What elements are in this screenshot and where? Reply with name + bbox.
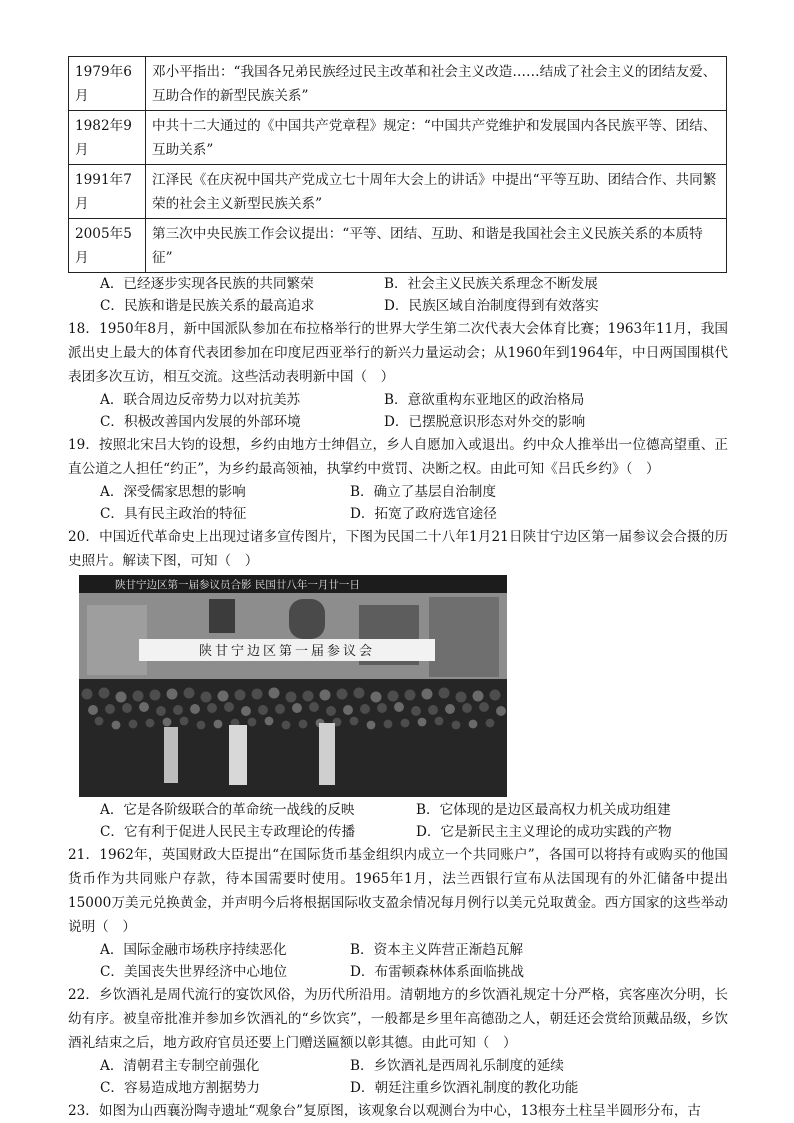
q19-option-c[interactable]: C．具有民主政治的特征 xyxy=(100,506,247,522)
crowd-head xyxy=(248,718,257,727)
q19-option-b[interactable]: B．确立了基层自治制度 xyxy=(350,484,496,500)
cave-window xyxy=(289,599,325,639)
q18-option-d[interactable]: D．已摆脱意识形态对外交的影响 xyxy=(384,414,586,430)
q17-option-b[interactable]: B．社会主义民族关系理念不断发展 xyxy=(384,276,598,292)
q18-option-c[interactable]: C．积极改善国内发展的外部环境 xyxy=(100,414,301,430)
crowd-head xyxy=(445,704,455,714)
q22-option-d[interactable]: D．朝廷注重乡饮酒礼制度的教化功能 xyxy=(350,1080,579,1096)
crowd-head xyxy=(224,702,234,712)
crowd-head xyxy=(116,692,127,703)
crowd-head xyxy=(360,704,370,714)
crowd-head xyxy=(88,705,98,715)
q18-option-a[interactable]: A．联合周边反帝势力以对抗美苏 xyxy=(100,392,301,408)
q21-option-c[interactable]: C．美国丧失世界经济中心地位 xyxy=(100,964,288,980)
crowd-head xyxy=(99,688,110,699)
q22-stem: 22．乡饮酒礼是周代流行的宴饮风俗，为历代所沿用。清朝地方的乡饮酒礼规定十分严格，宾客座次分明，长幼有序。被皇帝批准并参加乡饮酒礼的“乡饮宾”，一般都是乡里年高德劭之人，朝廷还会赏给顶戴品级，乡饮酒礼结束之后，地方政府官员还要上门赠送匾额以彰其德。由此可知（ ） xyxy=(68,987,728,1051)
crowd-head xyxy=(218,691,229,702)
q20-option-c[interactable]: C．它有利于促进人民民主专政理论的传播 xyxy=(100,824,356,840)
crowd-head xyxy=(456,692,467,703)
crowd-head xyxy=(150,690,161,701)
table-row xyxy=(69,111,727,165)
crowd-head xyxy=(265,717,274,726)
photo-caption: 陕甘宁边区第一届参议员合影 民国廿八年一月廿一日 xyxy=(115,579,360,591)
q22-option-a[interactable]: A．清朝君主专制空前强化 xyxy=(100,1058,260,1074)
q20-options-row xyxy=(68,799,728,821)
table-text: 江泽民《在庆祝中国共产党成立七十周年大会上的讲话》中提出“平等互助、团结合作、共同繁荣的社会主义新型民族关系” xyxy=(146,165,727,219)
q18-options-row xyxy=(68,389,728,411)
q22-options-row xyxy=(68,1055,728,1077)
crowd-head xyxy=(354,688,365,699)
crowd-head xyxy=(320,690,331,701)
crowd-head xyxy=(435,717,444,726)
q21-option-a[interactable]: A．国际金融市场秩序持续恶化 xyxy=(100,942,287,958)
crowd-head xyxy=(269,688,280,699)
table-row xyxy=(69,57,727,111)
q21-option-d[interactable]: D．布雷顿森林体系面临挑战 xyxy=(350,964,525,980)
crowd-head xyxy=(201,692,212,703)
crowd-head xyxy=(418,718,427,727)
table-year: 1979年6月 xyxy=(69,57,146,111)
wall-texture xyxy=(429,597,499,677)
crowd-head xyxy=(388,691,399,702)
q20-options-row xyxy=(68,821,728,843)
crowd-head xyxy=(490,690,501,701)
crowd-head xyxy=(401,719,410,728)
table-year: 1991年7月 xyxy=(69,165,146,219)
q20-option-b[interactable]: B．它体现的是边区最高权力机关成功组建 xyxy=(416,802,671,818)
crowd-head xyxy=(282,721,291,730)
crowd-head xyxy=(241,706,251,716)
crowd-head xyxy=(139,702,149,712)
crowd-head xyxy=(197,721,206,730)
crowd-head xyxy=(167,689,178,700)
window xyxy=(209,599,235,633)
q19-option-d[interactable]: D．拓宽了政府选官途径 xyxy=(350,506,497,522)
crowd-head xyxy=(343,705,353,715)
q19-options-row xyxy=(68,503,728,525)
q22-options-row xyxy=(68,1077,728,1099)
crowd-head xyxy=(486,719,495,728)
crowd-head xyxy=(350,717,359,726)
person-light-coat xyxy=(164,727,178,783)
crowd-head xyxy=(469,720,478,729)
crowd-head xyxy=(428,705,438,715)
crowd-head xyxy=(156,706,166,716)
crowd-head xyxy=(163,718,172,727)
table-text: 中共十二大通过的《中国共产党章程》规定：“中国共产党维护和发展国内各民族平等、团结、互助关系” xyxy=(146,111,727,165)
crowd-head xyxy=(180,717,189,726)
crowd-head xyxy=(299,720,308,729)
crowd-head xyxy=(422,689,433,700)
crowd-head xyxy=(95,717,104,726)
q21-stem: 21．1962年，英国财政大臣提出“在国际货币基金组织内成立一个共同账户”，各国可以将持有或购买的他国货币作为共同账户存款，待本国需要时使用。1965年1月，法兰西银行宣布从法国现有的外汇储备中提出15000万美元兑换黄金，并声明今后将根据国际收支盈余情况每月例行以美元兑取黄金。西方国家的这些举动说明（ ） xyxy=(68,847,728,935)
q21-option-b[interactable]: B．资本主义阵营正渐趋瓦解 xyxy=(350,942,524,958)
wall-block xyxy=(87,605,147,675)
history-table xyxy=(68,56,727,273)
crowd-head xyxy=(214,720,223,729)
crowd-head xyxy=(303,691,314,702)
crowd-head xyxy=(190,704,200,714)
photo-illustration xyxy=(79,575,507,797)
historical-photo xyxy=(79,575,507,797)
crowd-head xyxy=(326,706,336,716)
crowd-head xyxy=(286,692,297,703)
crowd-head xyxy=(496,706,506,716)
q19-options-row xyxy=(68,481,728,503)
crowd-head xyxy=(394,702,404,712)
q20-option-a[interactable]: A．它是各阶级联合的革命统一战线的反映 xyxy=(100,802,355,818)
q22-option-b[interactable]: B．乡饮酒礼是西周礼乐制度的延续 xyxy=(350,1058,564,1074)
q20-stem: 20．中国近代革命史上出现过诸多宣传图片，下图为民国二十八年1月21日陕甘宁边区第一届参议会合摄的历史照片。解读下图，可知（ ） xyxy=(68,529,728,569)
crowd-head xyxy=(105,704,115,714)
crowd-head xyxy=(377,703,387,713)
person-light-coat xyxy=(229,725,247,785)
crowd-head xyxy=(129,720,138,729)
crowd-head xyxy=(309,702,319,712)
table-year: 1982年9月 xyxy=(69,111,146,165)
q17-options-row xyxy=(68,273,728,295)
crowd-head xyxy=(173,705,183,715)
q17-option-d[interactable]: D．民族区域自治制度得到有效落实 xyxy=(384,298,599,314)
crowd-head xyxy=(384,720,393,729)
table-row xyxy=(69,165,727,219)
q19-option-a[interactable]: A．深受儒家思想的影响 xyxy=(100,484,246,500)
q23-stem: 23．如图为山西襄汾陶寺遗址“观象台”复原图，该观象台以观测台为中心，13根夯土柱呈半圆形分布，古 xyxy=(68,1103,702,1119)
q17-option-c[interactable]: C．民族和谐是民族关系的最高追求 xyxy=(100,298,315,314)
crowd-head xyxy=(473,691,484,702)
crowd-head xyxy=(207,703,217,713)
q22-option-c[interactable]: C．容易造成地方割据势力 xyxy=(100,1080,260,1096)
q21-options-row xyxy=(68,939,728,961)
crowd-head xyxy=(275,704,285,714)
crowd-head xyxy=(371,692,382,703)
table-text: 第三次中央民族工作会议提出：“平等、团结、互助、和谐是我国社会主义民族关系的本质特征” xyxy=(146,219,727,273)
q18-options-row xyxy=(68,411,728,433)
crowd-head xyxy=(112,721,121,730)
q20-option-d[interactable]: D．它是新民主主义理论的成功实践的产物 xyxy=(416,824,672,840)
crowd-head xyxy=(146,719,155,728)
crowd-head xyxy=(122,703,132,713)
q19-stem: 19．按照北宋吕大钧的设想，乡约由地方士绅倡立，乡人自愿加入或退出。约中众人推举出一位德高望重、正直公道之人担任“约正”，为乡约最高领袖，执掌约中赏罚、决断之权。由此可知《吕氏乡约》（ ） xyxy=(68,437,728,477)
crowd-head xyxy=(479,702,489,712)
q18-stem: 18．1950年8月，新中国派队参加在布拉格举行的世界大学生第二次代表大会体育比赛；1963年11月，我国派出史上最大的体育代表团参加在印度尼西亚举行的新兴力量运动会；从1960年到1964年，中日两国围棋代表团多次互访，相互交流。这些活动表明新中国（ ） xyxy=(68,321,728,385)
crowd-head xyxy=(462,703,472,713)
q21-options-row xyxy=(68,961,728,983)
q18-option-b[interactable]: B．意欲重构东亚地区的政治格局 xyxy=(384,392,585,408)
q17-options-row xyxy=(68,295,728,317)
crowd-head xyxy=(439,688,450,699)
crowd-head xyxy=(405,690,416,701)
table-text: 邓小平指出：“我国各兄弟民族经过民主改革和社会主义改造……结成了社会主义的团结友爱、互助合作的新型民族关系” xyxy=(146,57,727,111)
crowd-head xyxy=(411,706,421,716)
table-row xyxy=(69,219,727,273)
person-light-coat xyxy=(319,723,335,785)
crowd-head xyxy=(367,721,376,730)
crowd-head xyxy=(184,688,195,699)
crowd-head xyxy=(82,689,93,700)
exam-page xyxy=(68,56,728,1123)
crowd-head xyxy=(337,689,348,700)
crowd-head xyxy=(258,705,268,715)
crowd-head xyxy=(452,721,461,730)
table-year: 2005年5月 xyxy=(69,219,146,273)
crowd-head xyxy=(292,703,302,713)
crowd-head xyxy=(235,690,246,701)
crowd-head xyxy=(133,691,144,702)
q17-option-a[interactable]: A．已经逐步实现各民族的共同繁荣 xyxy=(100,276,314,292)
banner-text: 陕甘宁边区第一届参议会 xyxy=(198,644,376,659)
crowd-head xyxy=(252,689,263,700)
